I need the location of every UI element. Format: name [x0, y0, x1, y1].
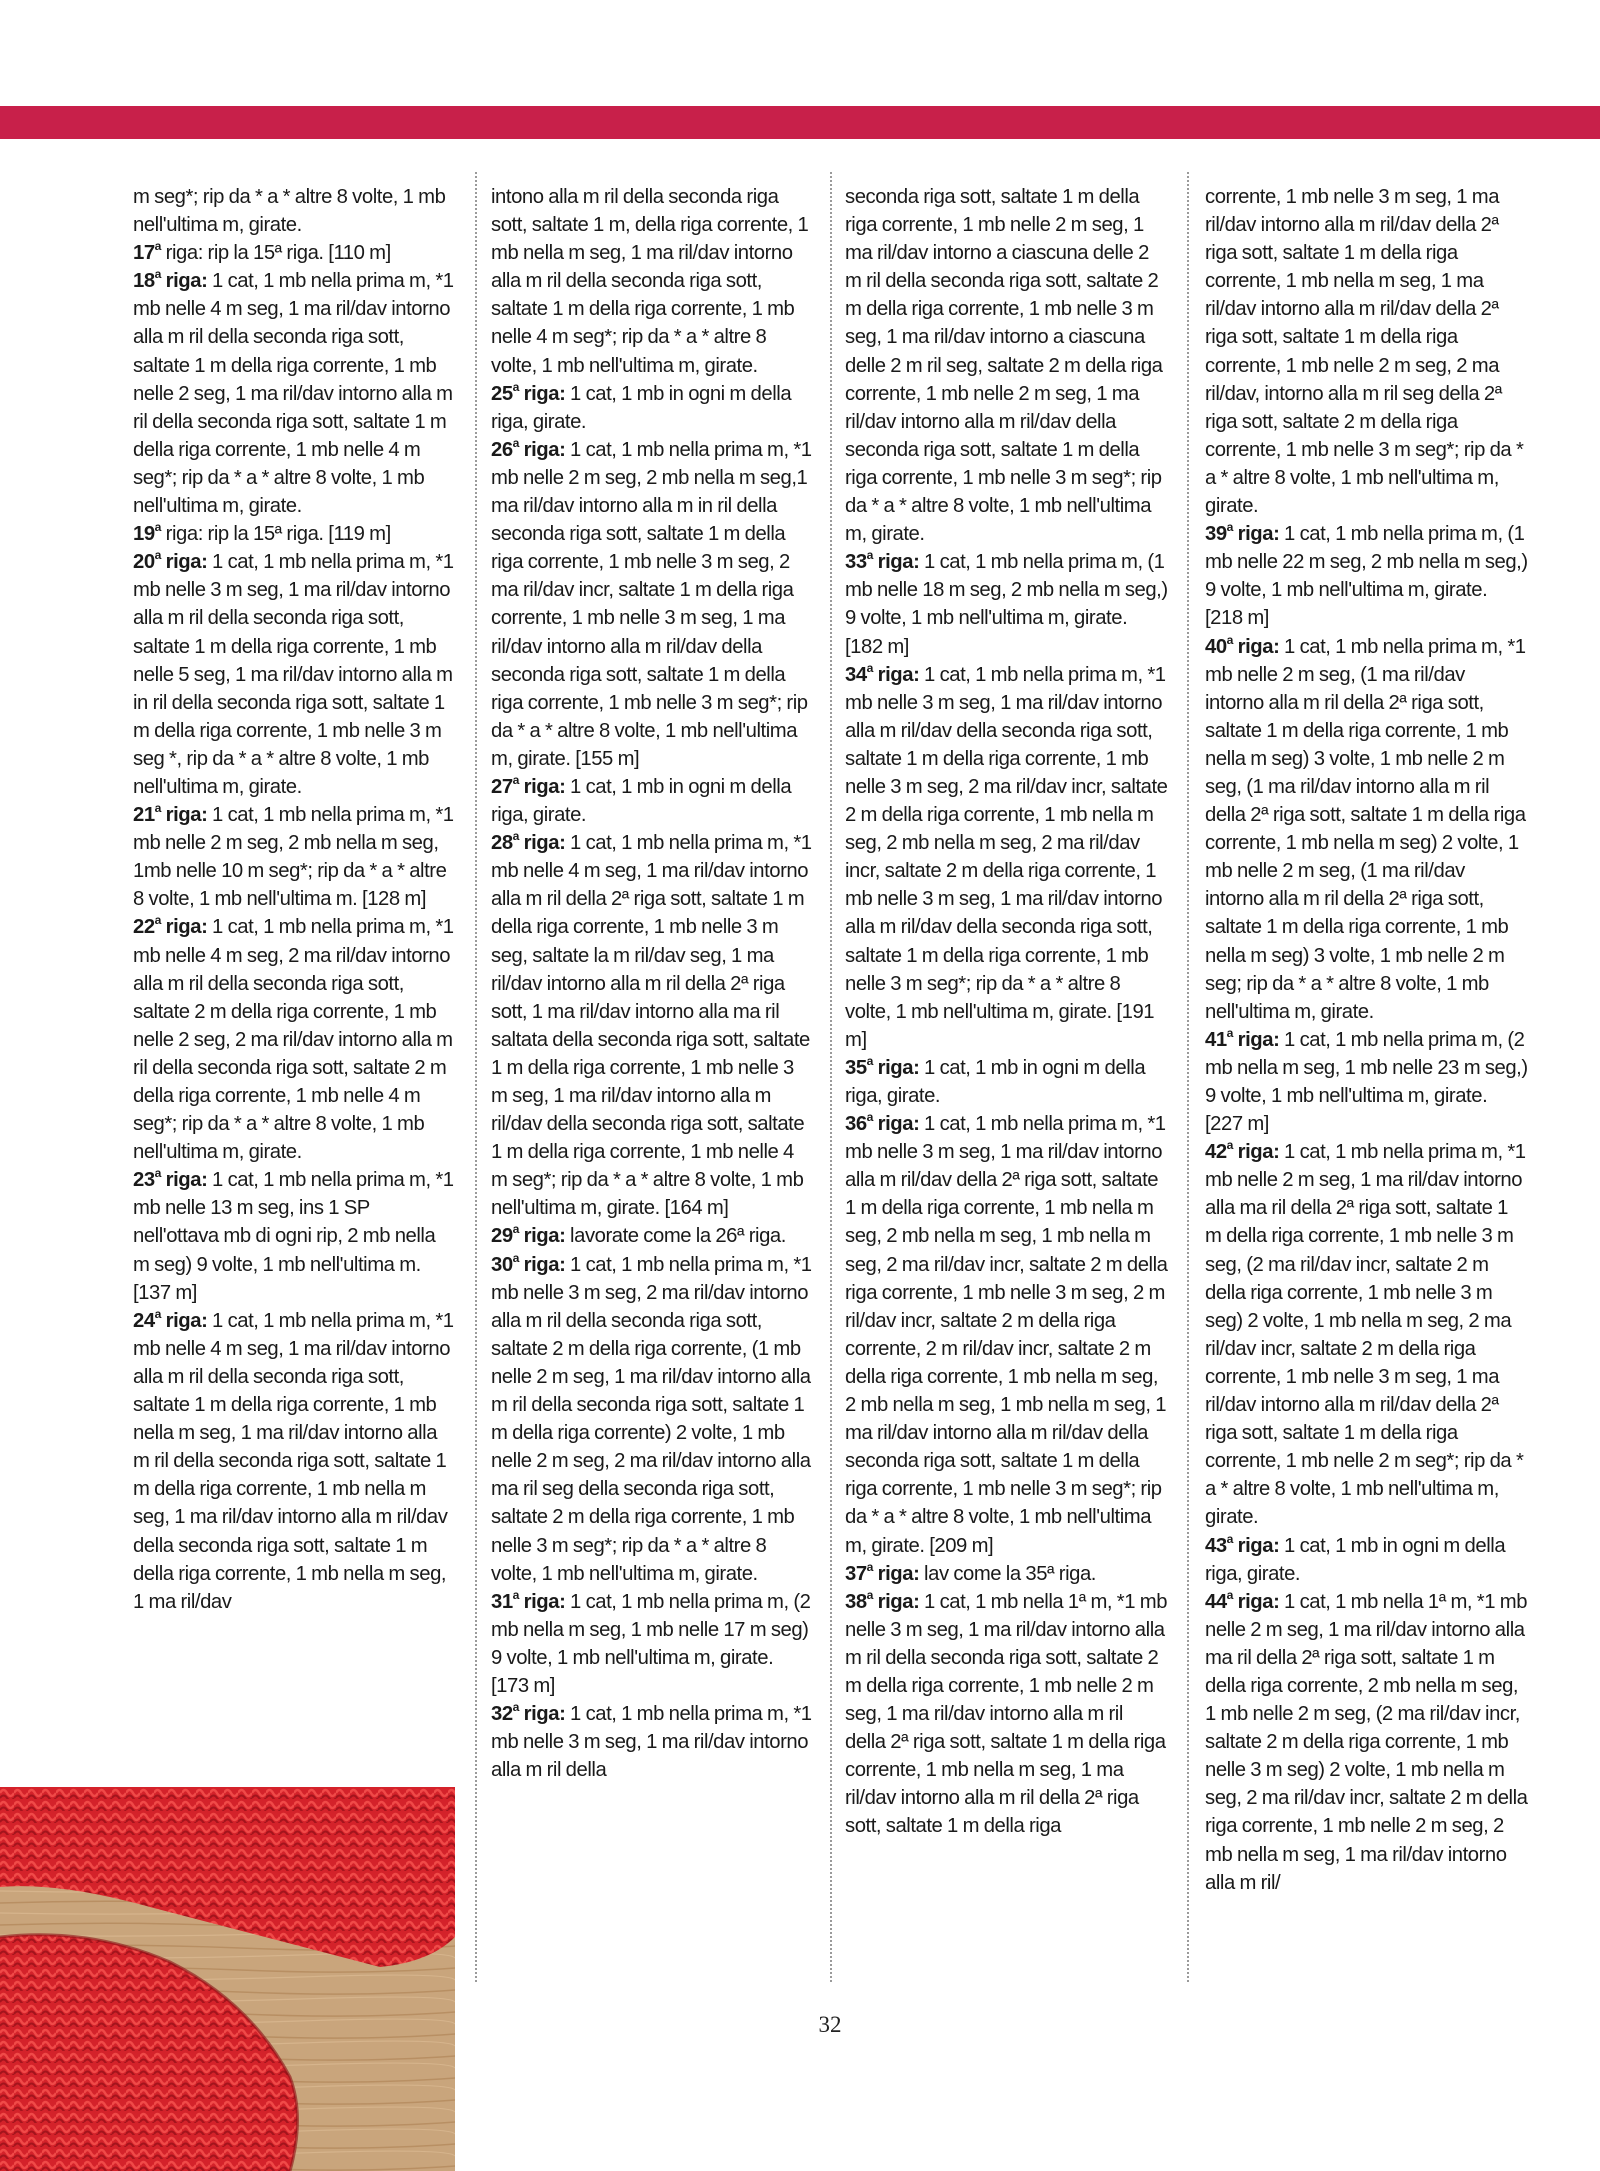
row-heading: 30$^a$ riga:: [491, 1250, 566, 1276]
instruction-paragraph: [133, 520, 456, 548]
instruction-paragraph: [491, 773, 814, 829]
row-number: 31: [491, 1590, 513, 1613]
row-number: 27: [491, 775, 513, 798]
row-label: riga:: [1232, 523, 1280, 546]
row-instructions: 1 cat, 1 mb in ogni m della riga, girate.: [1205, 1534, 1506, 1585]
row-label: riga:: [1232, 1141, 1280, 1164]
instruction-paragraph: [1205, 1532, 1528, 1588]
row-label: riga:: [518, 438, 566, 461]
row-label: riga:: [872, 1562, 920, 1585]
row-instructions: rip la 15ª riga. [110 m]: [202, 242, 391, 265]
row-heading: 42$^a$ riga:: [1205, 1138, 1280, 1164]
row-heading: 32$^a$ riga:: [491, 1699, 566, 1726]
row-heading: 43$^a$ riga:: [1205, 1531, 1280, 1557]
row-number: 25: [491, 382, 513, 405]
row-number: 38: [845, 1590, 867, 1613]
instruction-paragraph: [133, 183, 456, 239]
row-label: riga:: [160, 242, 203, 265]
row-instructions: 1 cat, 1 mb nella prima m, *1 mb nelle 2 m seg, 1 ma ril/dav intorno alla ma ril della 2ª riga sott, saltate 1 m della riga corrente, 1 mb nelle 3 m seg, (2 ma ril/dav incr, saltate 2 m della riga corrente, 1 mb nelle 3 m seg) 2 volte, 1 mb nella m seg, 2 ma ril/dav incr, saltate 2 m della riga corrente, 1 mb nelle 3 m seg, 1 ma ril/dav intorno alla m ril/dav della 2ª riga sott, saltate 1 m della riga corrente, 1 mb nelle 2 m seg*; rip da * a * altre 8 volte, 1 mb nell'ultima m, girate.: [1205, 1141, 1526, 1529]
row-label: riga:: [1232, 1028, 1280, 1051]
row-instructions: 1 cat, 1 mb nella 1ª m, *1 mb nelle 3 m seg, 1 ma ril/dav intorno alla m ril della seconda riga sott, saltate 2 m della riga corrente, 1 mb nelle 2 m seg, 1 ma ril/dav intorno alla m ril della 2ª riga sott, saltate 1 m della riga corrente, 1 mb nella m seg, 1 ma ril/dav intorno alla m ril della 2ª riga sott, saltate 1 m della riga: [845, 1590, 1168, 1838]
row-instructions: 1 cat, 1 mb in ogni m della riga, girate.: [491, 382, 792, 433]
row-number: 18: [133, 270, 155, 293]
row-instructions: 1 cat, 1 mb nella prima m, *1 mb nelle 3 m seg, 1 ma ril/dav intorno alla m ril della: [491, 1703, 812, 1782]
row-heading: 22$^a$ riga:: [133, 913, 208, 939]
row-number: 29: [491, 1225, 513, 1248]
instruction-paragraph: [491, 829, 814, 1222]
row-heading: 27$^a$ riga:: [491, 772, 566, 798]
row-heading: 37$^a$ riga:: [845, 1559, 920, 1585]
column-divider: [1187, 172, 1189, 1982]
row-instructions: 1 cat, 1 mb nella prima m, (1 mb nelle 18 m seg, 2 mb nella m seg,) 9 volte, 1 mb nell'ultima m, girate. [182 m]: [845, 551, 1168, 658]
row-number: 37: [845, 1562, 867, 1585]
row-label: riga:: [160, 916, 208, 939]
row-label: riga:: [518, 1225, 566, 1248]
row-heading: 19$^a$ riga:: [133, 520, 203, 546]
row-heading: 40$^a$ riga:: [1205, 632, 1280, 658]
row-label: riga:: [518, 1703, 566, 1726]
row-number: 32: [491, 1703, 513, 1726]
row-instructions: 1 cat, 1 mb nella prima m, *1 mb nelle 2 m seg, 2 mb nella m seg, 1mb nelle 10 m seg*; rip da * a * altre 8 volte, 1 mb nell'ultima m. [128 m]: [133, 804, 454, 911]
row-label: riga:: [872, 1113, 920, 1136]
row-number: 22: [133, 916, 155, 939]
row-instructions: 1 cat, 1 mb nella prima m, *1 mb nelle 4 m seg, 1 ma ril/dav intorno alla m ril della seconda riga sott, saltate 1 m della riga corrente, 1 mb nelle 2 seg, 1 ma ril/dav intorno alla m ril della seconda riga sott, saltate 1 m della riga corrente, 1 mb nelle 4 m seg*; rip da * a * altre 8 volte, 1 mb nell'ultima m, girate.: [133, 270, 454, 518]
row-number: 36: [845, 1113, 867, 1136]
instruction-paragraph: [1205, 1138, 1528, 1531]
row-heading: 26$^a$ riga:: [491, 435, 566, 461]
row-number: 40: [1205, 635, 1227, 658]
row-label: riga:: [518, 775, 566, 798]
row-label: riga:: [872, 551, 920, 574]
header-accent-band: [0, 106, 1600, 139]
row-instructions: lav come la 35ª riga.: [919, 1562, 1096, 1585]
row-label: riga:: [160, 523, 203, 546]
row-label: riga:: [518, 832, 566, 855]
instruction-paragraph: [845, 1588, 1168, 1841]
row-heading: 18$^a$ riga:: [133, 267, 208, 293]
row-heading: 38$^a$ riga:: [845, 1587, 920, 1613]
row-label: riga:: [872, 1056, 920, 1079]
row-instructions: 1 cat, 1 mb nella prima m, *1 mb nelle 3 m seg, 1 ma ril/dav intorno alla m ril/dav della 2ª riga sott, saltate 1 m della riga corrente, 1 mb nella m seg, 2 mb nella m seg, 1 mb nella m seg, 2 ma ril/dav incr, saltate 2 m della riga corrente, 1 mb nelle 3 m seg, 2 m ril/dav incr, saltate 2 m della riga corrente, 2 m ril/dav incr, saltate 2 m della riga corrente, 1 mb nella m seg, 2 mb nella m seg, 1 mb nella m seg, 1 ma ril/dav intorno alla m ril/dav della seconda riga sott, saltate 1 m della riga corrente, 1 mb nelle 3 m seg*; rip da * a * altre 8 volte, 1 mb nell'ultima m, girate. [209 m]: [845, 1113, 1168, 1557]
instruction-paragraph: [1205, 1588, 1528, 1897]
instruction-paragraph: [491, 380, 814, 436]
row-label: riga:: [160, 1169, 208, 1192]
row-instructions: 1 cat, 1 mb in ogni m della riga, girate.: [491, 775, 792, 827]
page-number: 32: [818, 2012, 842, 2037]
row-label: riga:: [1232, 635, 1280, 658]
row-heading: 29$^a$ riga:: [491, 1222, 566, 1248]
row-label: riga:: [518, 1590, 566, 1613]
instruction-paragraph: [845, 1110, 1168, 1560]
text-column-4: [1205, 183, 1528, 1897]
row-label: riga:: [872, 1590, 920, 1613]
row-number: 30: [491, 1253, 513, 1276]
instruction-paragraph: [845, 1560, 1168, 1588]
instruction-paragraph: [491, 1588, 814, 1700]
row-instructions: rip la 15ª riga. [119 m]: [202, 523, 391, 546]
text-column-1: [133, 183, 456, 1616]
row-instructions: 1 cat, 1 mb nella prima m, *1 mb nelle 3 m seg, 1 ma ril/dav intorno alla m ril/dav della seconda riga sott, saltate 1 m della riga corrente, 1 mb nelle 3 m seg, 2 ma ril/dav incr, saltate 2 m della riga corrente, 1 mb nella m seg, 2 mb nella m seg, 2 ma ril/dav incr, saltate 2 m della riga corrente, 1 mb nelle 3 m seg, 1 ma ril/dav intorno alla m ril/dav della seconda riga sott, saltate 1 m della riga corrente, 1 mb nelle 3 m seg*; rip da * a * altre 8 volte, 1 mb nell'ultima m, girate. [191 m]: [845, 663, 1168, 1051]
row-number: 26: [491, 438, 513, 461]
instruction-paragraph: [491, 183, 814, 380]
instruction-paragraph: [133, 1307, 456, 1616]
instruction-paragraph: [133, 267, 456, 520]
row-instructions: 1 cat, 1 mb nella prima m, (2 mb nella m seg, 1 mb nelle 23 m seg,) 9 volte, 1 mb nell'ultima m, girate. [227 m]: [1205, 1028, 1528, 1136]
row-instructions: 1 cat, 1 mb nella prima m, *1 mb nelle 13 m seg, ins 1 SP nell'ottava mb di ogni rip, 2 mb nella m seg) 9 volte, 1 mb nell'ultima m. [137 m]: [133, 1169, 454, 1304]
row-instructions: corrente, 1 mb nelle 3 m seg, 1 ma ril/dav intorno alla m ril/dav della 2ª riga sott, saltate 1 m della riga corrente, 1 mb nella m seg, 1 ma ril/dav intorno alla m ril/dav della 2ª riga sott, saltate 1 m della riga corrente, 1 mb nelle 2 m seg, 2 ma ril/dav, intorno alla m ril seg della 2ª riga sott, saltate 2 m della riga corrente, 1 mb nelle 3 m seg*; rip da * a * altre 8 volte, 1 mb nell'ultima m, girate.: [1205, 186, 1524, 518]
row-heading: 36$^a$ riga:: [845, 1109, 920, 1136]
row-instructions: 1 cat, 1 mb nella prima m, *1 mb nelle 2 m seg, 2 mb nella m seg,1 ma ril/dav intorno alla m in ril della seconda riga sott, saltate 1 m della riga corrente, 1 mb nelle 3 m seg, 2 ma ril/dav incr, saltate 1 m della riga corrente, 1 mb nelle 3 m seg, 1 ma ril/dav intorno alla m ril/dav della seconda riga sott, saltate 1 m della riga corrente, 1 mb nelle 3 m seg*; rip da * a * altre 8 volte, 1 mb nell'ultima m, girate. [155 m]: [491, 438, 812, 770]
row-instructions: 1 cat, 1 mb nella prima m, *1 mb nelle 2 m seg, (1 ma ril/dav intorno alla m ril della 2ª riga sott, saltate 1 m della riga corrente, 1 mb nella m seg) 3 volte, 1 mb nelle 2 m seg, (1 ma ril/dav intorno alla m ril della 2ª riga sott, saltate 1 m della riga corrente, 1 mb nella m seg) 2 volte, 1 mb nelle 2 m seg, (1 ma ril/dav intorno alla m ril della 2ª riga sott, saltate 1 m della riga corrente, 1 mb nella m seg) 3 volte, 1 mb nelle 2 m seg; rip da * a * altre 8 volte, 1 mb nell'ultima m, girate.: [1205, 635, 1526, 1023]
instruction-paragraph: [845, 661, 1168, 1054]
instruction-paragraph: [133, 548, 456, 801]
row-heading: 24$^a$ riga:: [133, 1306, 208, 1332]
row-number: 43: [1205, 1534, 1227, 1557]
row-label: riga:: [160, 551, 208, 574]
instruction-paragraph: [1205, 520, 1528, 632]
row-number: 20: [133, 551, 155, 574]
row-label: riga:: [872, 663, 920, 686]
row-instructions: 1 cat, 1 mb nella prima m, *1 mb nelle 3 m seg, 1 ma ril/dav intorno alla m ril della seconda riga sott, saltate 1 m della riga corrente, 1 mb nelle 5 seg, 1 ma ril/dav intorno alla m in ril della seconda riga sott, saltate 1 m della riga corrente, 1 mb nelle 3 m seg *, rip da * a * altre 8 volte, 1 mb nell'ultima m, girate.: [133, 551, 454, 798]
column-divider: [475, 172, 477, 1982]
row-number: 34: [845, 663, 867, 686]
text-column-2: [491, 183, 814, 1784]
row-heading: 41$^a$ riga:: [1205, 1025, 1280, 1051]
row-number: 19: [133, 523, 155, 546]
instruction-paragraph: [1205, 633, 1528, 1026]
instruction-paragraph: [845, 183, 1168, 548]
row-label: riga:: [518, 382, 566, 405]
row-heading: 34$^a$ riga:: [845, 660, 920, 686]
text-column-3: [845, 183, 1168, 1841]
row-heading: 35$^a$ riga:: [845, 1053, 920, 1079]
row-heading: 33$^a$ riga:: [845, 548, 920, 574]
row-heading: 17$^a$ riga:: [133, 239, 203, 265]
row-heading: 20$^a$ riga:: [133, 548, 208, 574]
row-heading: 21$^a$ riga:: [133, 800, 208, 827]
row-number: 41: [1205, 1028, 1227, 1051]
row-instructions: 1 cat, 1 mb nella prima m, *1 mb nelle 4 m seg, 2 ma ril/dav intorno alla m ril della seconda riga sott, saltate 2 m della riga corrente, 1 mb nelle 2 seg, 2 ma ril/dav intorno alla m ril della seconda riga sott, saltate 2 m della riga corrente, 1 mb nelle 4 m seg*; rip da * a * altre 8 volte, 1 mb nell'ultima m, girate.: [133, 916, 454, 1164]
instruction-paragraph: [491, 1700, 814, 1784]
instruction-paragraph: [491, 1251, 814, 1588]
row-number: 44: [1205, 1590, 1227, 1613]
row-label: riga:: [518, 1253, 566, 1276]
row-number: 42: [1205, 1141, 1227, 1164]
row-heading: 25$^a$ riga:: [491, 379, 566, 405]
row-label: riga:: [160, 1309, 208, 1332]
row-number: 28: [491, 832, 513, 855]
row-heading: 39$^a$ riga:: [1205, 520, 1280, 546]
row-instructions: lavorate come la 26ª riga.: [565, 1225, 786, 1248]
row-heading: 23$^a$ riga:: [133, 1166, 208, 1192]
row-instructions: 1 cat, 1 mb nella 1ª m, *1 mb nelle 2 m seg, 1 ma ril/dav intorno alla ma ril della 2ª riga sott, saltate 1 m della riga corrente, 2 mb nella m seg, 1 mb nelle 2 m seg, (2 ma ril/dav incr, saltate 2 m della riga corrente, 1 mb nelle 3 m seg) 2 volte, 1 mb nella m seg, 2 ma ril/dav incr, saltate 2 m della riga corrente, 1 mb nelle 2 m seg, 2 mb nella m seg, 1 ma ril/dav intorno alla m ril/: [1205, 1590, 1528, 1894]
instruction-paragraph: [845, 1054, 1168, 1110]
row-instructions: 1 cat, 1 mb in ogni m della riga, girate.: [845, 1056, 1146, 1107]
row-heading: 44$^a$ riga:: [1205, 1587, 1280, 1613]
row-instructions: intono alla m ril della seconda riga sott, saltate 1 m, della riga corrente, 1 mb nella m seg, 1 ma ril/dav intorno alla m ril della seconda riga sott, saltate 1 m della riga corrente, 1 mb nelle 4 m seg*; rip da * a * altre 8 volte, 1 mb nell'ultima m, girate.: [491, 186, 809, 377]
instruction-paragraph: [1205, 183, 1528, 520]
row-label: riga:: [160, 270, 208, 293]
instruction-paragraph: [1205, 1026, 1528, 1138]
crochet-photo: [0, 1787, 455, 2171]
row-label: riga:: [1232, 1590, 1280, 1613]
instruction-paragraph: [491, 1222, 814, 1250]
row-instructions: 1 cat, 1 mb nella prima m, *1 mb nelle 4 m seg, 1 ma ril/dav intorno alla m ril della seconda riga sott, saltate 1 m della riga corrente, 1 mb nella m seg, 1 ma ril/dav intorno alla m ril della seconda riga sott, saltate 1 m della riga corrente, 1 mb nella m seg, 1 ma ril/dav intorno alla m ril/dav della seconda riga sott, saltate 1 m della riga corrente, 1 mb nella m seg, 1 ma ril/dav: [133, 1309, 454, 1613]
instruction-paragraph: [845, 548, 1168, 660]
row-number: 21: [133, 804, 155, 827]
row-number: 39: [1205, 523, 1227, 546]
row-instructions: 1 cat, 1 mb nella prima m, *1 mb nelle 4 m seg, 1 ma ril/dav intorno alla m ril della 2ª riga sott, saltate 1 m della riga corrente, 1 mb nelle 3 m seg, saltate la m ril/dav seg, 1 ma ril/dav intorno alla m ril della 2ª riga sott, 1 ma ril/dav intorno alla ma ril saltata della seconda riga sott, saltate 1 m della riga corrente, 1 mb nelle 3 m seg, 1 ma ril/dav intorno alla m ril/dav della seconda riga sott, saltate 1 m della riga corrente, 1 mb nelle 4 m seg*; rip da * a * altre 8 volte, 1 mb nell'ultima m, girate. [164 m]: [491, 832, 812, 1220]
row-number: 17: [133, 242, 155, 265]
row-instructions: 1 cat, 1 mb nella prima m, (2 mb nella m seg, 1 mb nelle 17 m seg) 9 volte, 1 mb nell'ultima m, girate. [173 m]: [491, 1590, 811, 1697]
row-instructions: m seg*; rip da * a * altre 8 volte, 1 mb nell'ultima m, girate.: [133, 186, 446, 237]
column-divider: [830, 172, 832, 1982]
instruction-paragraph: [133, 1166, 456, 1306]
row-heading: 31$^a$ riga:: [491, 1587, 566, 1613]
instruction-paragraph: [133, 801, 456, 913]
row-number: 24: [133, 1309, 155, 1332]
row-instructions: 1 cat, 1 mb nella prima m, *1 mb nelle 3 m seg, 2 ma ril/dav intorno alla m ril della seconda riga sott, saltate 2 m della riga corrente, (1 mb nelle 2 m seg, 1 ma ril/dav intorno alla m ril della seconda riga sott, saltate 1 m della riga corrente) 2 volte, 1 mb nelle 2 m seg, 2 ma ril/dav intorno alla ma ril seg della seconda riga sott, saltate 2 m della riga corrente, 1 mb nelle 3 m seg*; rip da * a * altre 8 volte, 1 mb nell'ultima m, girate.: [491, 1253, 812, 1585]
row-number: 35: [845, 1056, 867, 1079]
instruction-paragraph: [133, 913, 456, 1166]
instruction-paragraph: [133, 239, 456, 267]
row-number: 23: [133, 1169, 155, 1192]
row-label: riga:: [160, 804, 208, 827]
row-instructions: 1 cat, 1 mb nella prima m, (1 mb nelle 22 m seg, 2 mb nella m seg,) 9 volte, 1 mb nell'ultima m, girate. [218 m]: [1205, 523, 1528, 630]
row-number: 33: [845, 551, 867, 574]
row-instructions: seconda riga sott, saltate 1 m della riga corrente, 1 mb nelle 2 m seg, 1 ma ril/dav intorno a ciascuna delle 2 m ril della seconda riga sott, saltate 2 m della riga corrente, 1 mb nelle 3 m seg, 1 ma ril/dav intorno a ciascuna delle 2 m ril seg, saltate 2 m della riga corrente, 1 mb nelle 2 m seg, 1 ma ril/dav intorno alla m ril/dav della seconda riga sott, saltate 1 m della riga corrente, 1 mb nelle 3 m seg*; rip da * a * altre 8 volte, 1 mb nell'ultima m, girate.: [845, 186, 1163, 546]
row-heading: 28$^a$ riga:: [491, 829, 566, 855]
row-label: riga:: [1232, 1534, 1280, 1557]
instruction-paragraph: [491, 436, 814, 773]
